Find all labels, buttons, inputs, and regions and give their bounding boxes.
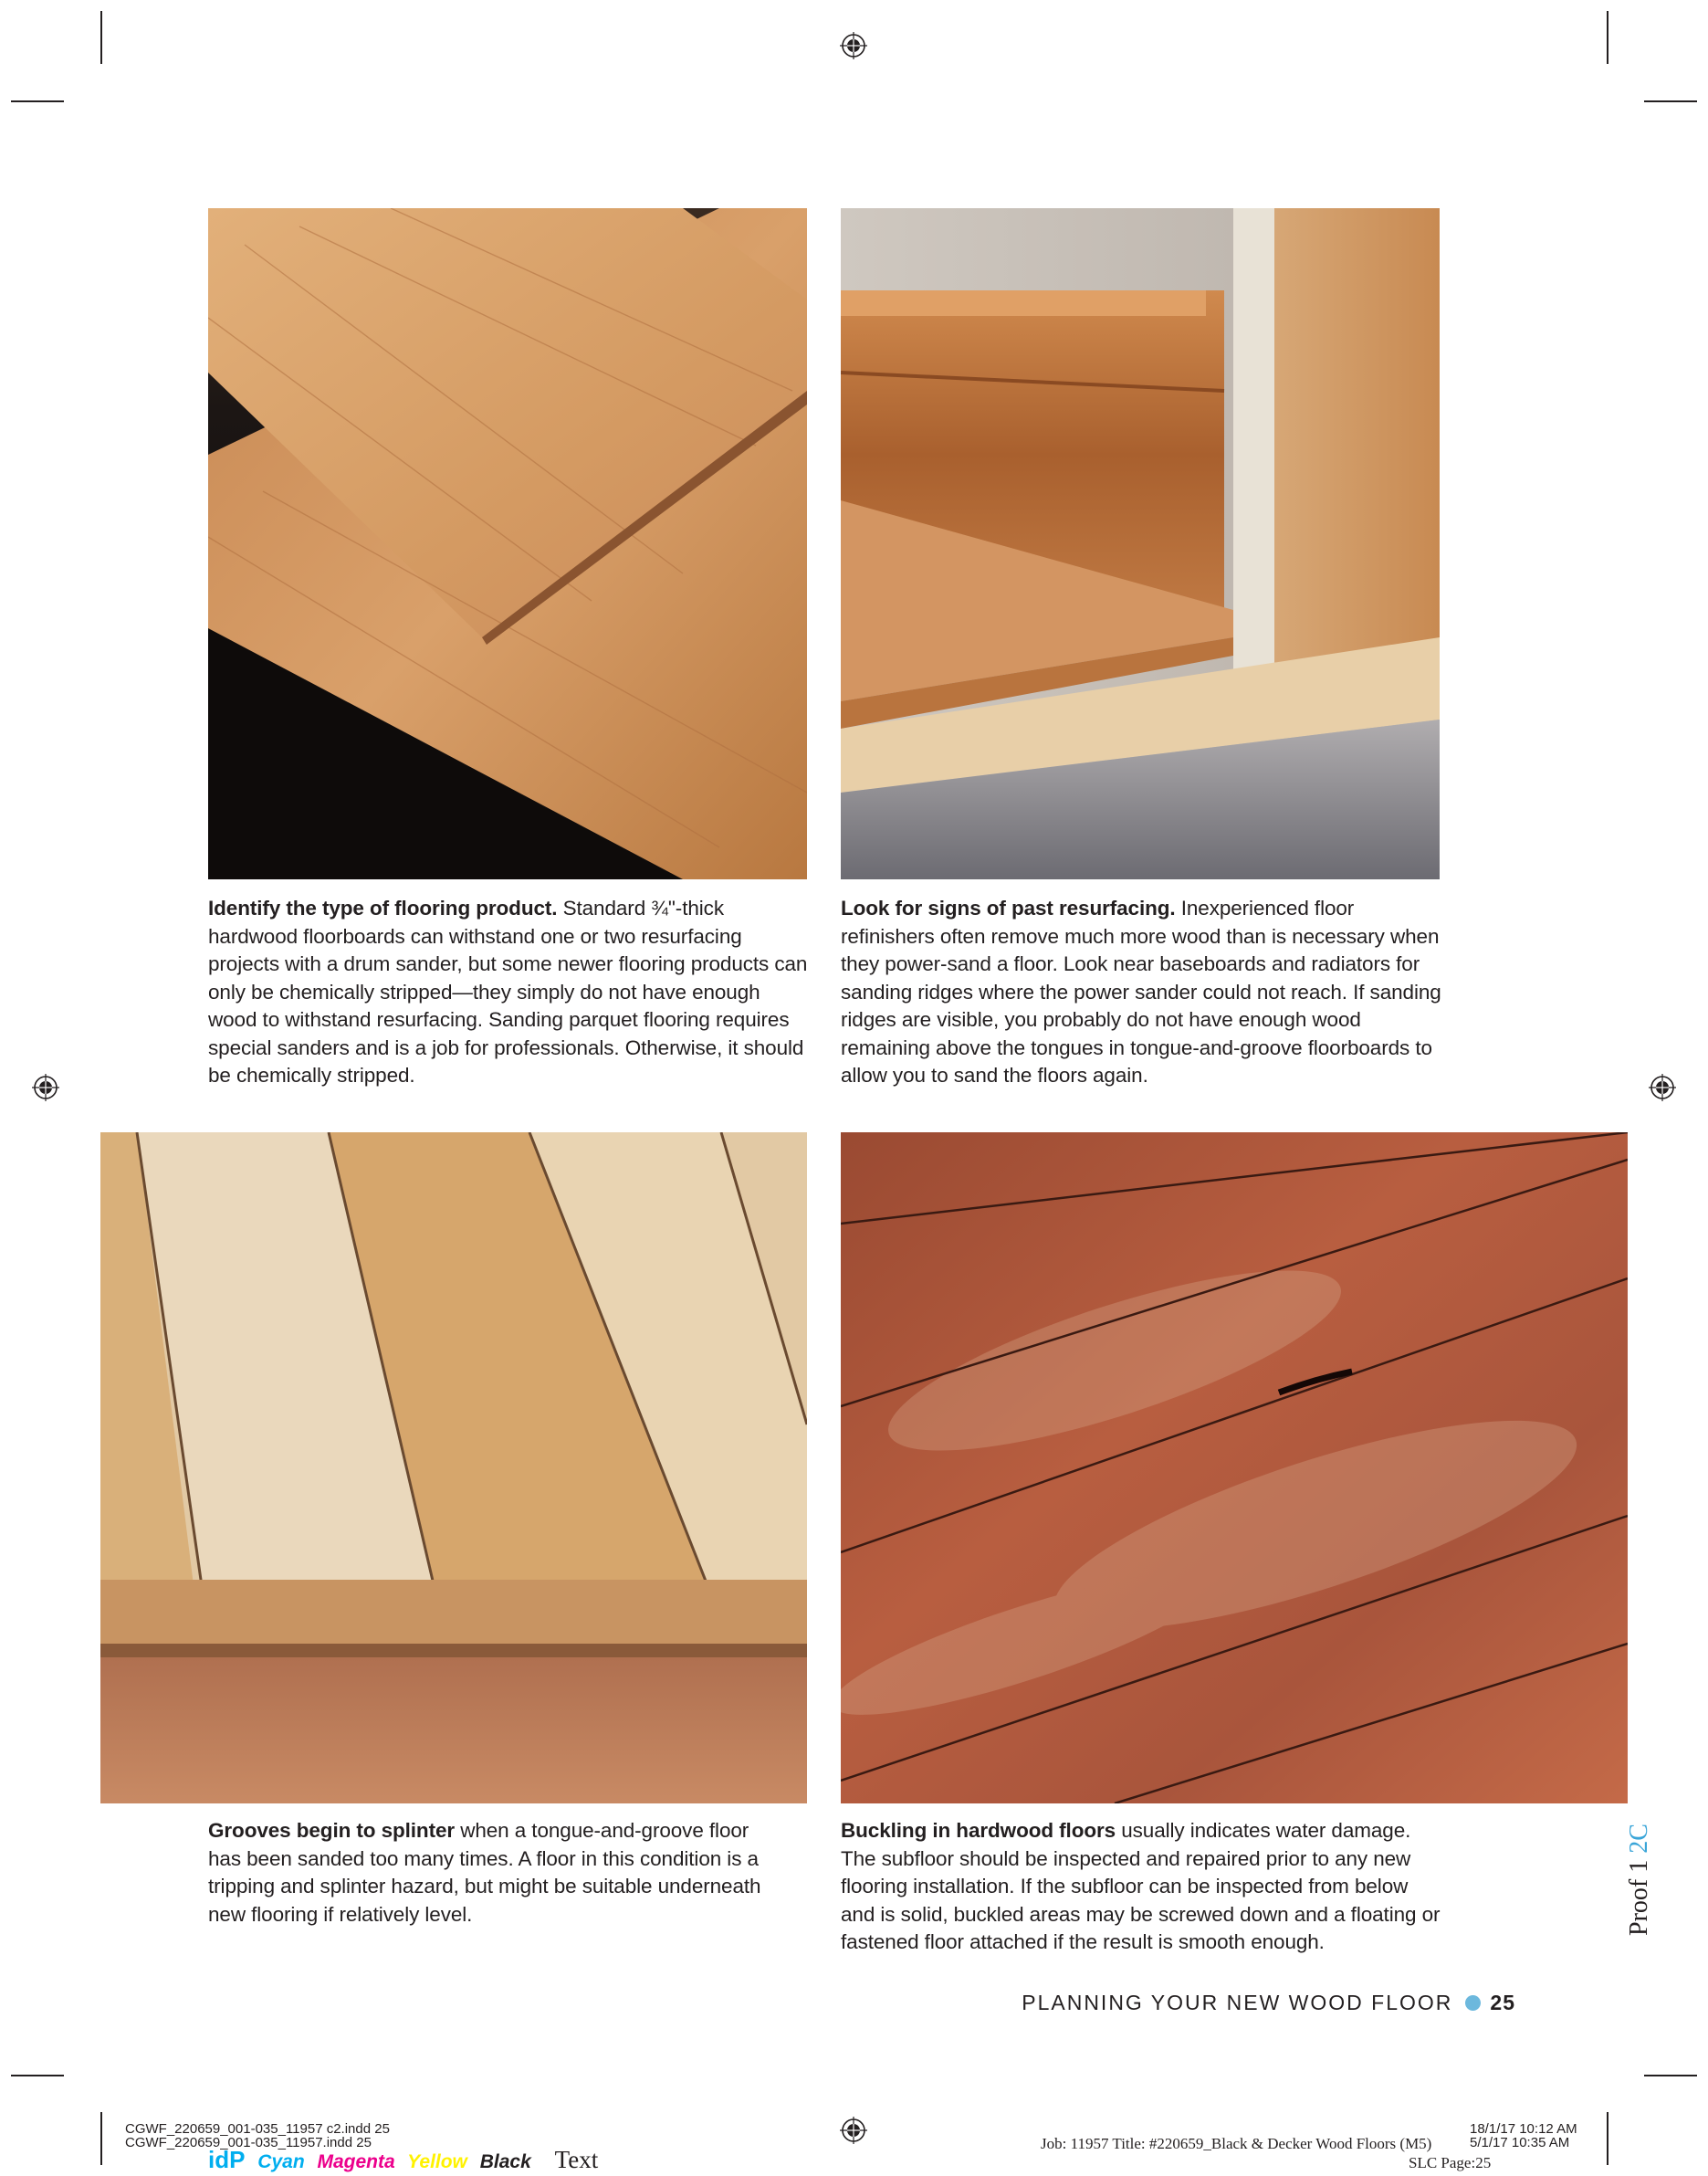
slug-job: Job: 11957 Title: #220659_Black & Decker Wood Floors (M5) bbox=[1041, 2135, 1432, 2152]
proof-label bbox=[1625, 1824, 1654, 1936]
proof-color-code: 2C bbox=[1625, 1824, 1653, 1854]
slug-date-2: 5/1/17 10:35 AM bbox=[1470, 2135, 1570, 2150]
photo-buckled-hardwood bbox=[841, 1132, 1628, 1803]
crop-mark-icon bbox=[1644, 2075, 1697, 2076]
caption-body: Standard ¾"-thick hardwood floorboards can withstand one or two resurfacing projects with a drum sander, but some newer flooring products can only be chemically stripped—they simply do not have enough wood to withstand resurfacing. Sanding parquet flooring requires special sanders and is a job for professionals. Otherwise, it should be chemically stripped. bbox=[208, 897, 808, 1087]
slug-date-1: 18/1/17 10:12 AM bbox=[1470, 2121, 1577, 2137]
plate-black: Black bbox=[479, 2151, 531, 2172]
plate-yellow: Yellow bbox=[407, 2151, 467, 2172]
registration-mark-icon bbox=[840, 32, 867, 59]
caption-grooves-splinter bbox=[208, 1817, 774, 1929]
caption-flooring-type bbox=[208, 895, 811, 1090]
slug-slc-page: SLC Page:25 bbox=[1409, 2154, 1492, 2171]
crop-mark-icon bbox=[100, 2112, 102, 2165]
caption-past-resurfacing bbox=[841, 895, 1443, 1090]
plate-magenta: Magenta bbox=[317, 2151, 395, 2172]
page-number: 25 bbox=[1490, 1991, 1515, 2014]
color-plates bbox=[208, 2146, 605, 2174]
caption-lead: Grooves begin to splinter bbox=[208, 1819, 456, 1842]
caption-lead: Identify the type of flooring product. bbox=[208, 897, 558, 920]
caption-lead: Buckling in hardwood floors bbox=[841, 1819, 1116, 1842]
crop-mark-icon bbox=[100, 11, 102, 64]
slug-file-1: CGWF_220659_001-035_11957 c2.indd 25 bbox=[125, 2121, 390, 2137]
idp-logo: idP bbox=[208, 2146, 246, 2173]
registration-mark-icon bbox=[840, 2117, 867, 2144]
plate-cyan: Cyan bbox=[257, 2151, 305, 2172]
section-title: PLANNING YOUR NEW WOOD FLOOR bbox=[1022, 1991, 1453, 2014]
proof-text: Proof 1 bbox=[1625, 1853, 1653, 1936]
caption-buckling bbox=[841, 1817, 1443, 1957]
plate-text: Text bbox=[554, 2146, 599, 2173]
caption-body: when a tongue-and-groove floor has been sanded too many times. A floor in this condition is a tripping and splinter hazard, but might be suitable underneath new flooring if relatively level. bbox=[208, 1819, 761, 1926]
caption-body: Inexperienced floor refinishers often remove much more wood than is necessary when they power-sand a floor. Look near baseboards and radiators for sanding ridges where the power sander could not reach. If sanding ridges are visible, you probably do not have enough wood remaining above the tongues in tongue-and-groove floorboards to allow you to sand the floors again. bbox=[841, 897, 1441, 1087]
photo-splintered-grooves bbox=[100, 1132, 807, 1803]
crop-mark-icon bbox=[1607, 11, 1608, 64]
registration-mark-icon bbox=[1649, 1074, 1676, 1101]
registration-mark-icon bbox=[32, 1074, 59, 1101]
caption-body: usually indicates water damage. The subfloor should be inspected and repaired prior to any new flooring installation. If the subfloor can be inspected from below and is solid, buckled areas may be screwed down and a floating or fastened floor attached if the result is smooth enough. bbox=[841, 1819, 1441, 1953]
crop-mark-icon bbox=[1644, 100, 1697, 102]
crop-mark-icon bbox=[1607, 2112, 1608, 2165]
slug-file-2: CGWF_220659_001-035_11957.indd 25 bbox=[125, 2135, 372, 2150]
caption-lead: Look for signs of past resurfacing. bbox=[841, 897, 1176, 920]
folio-dot-icon bbox=[1465, 1995, 1481, 2011]
page-folio bbox=[1004, 1991, 1515, 2015]
photo-baseboard-sanding-ridges bbox=[841, 208, 1440, 879]
crop-mark-icon bbox=[11, 2075, 64, 2076]
crop-mark-icon bbox=[11, 100, 64, 102]
photo-parquet-flooring bbox=[208, 208, 807, 879]
